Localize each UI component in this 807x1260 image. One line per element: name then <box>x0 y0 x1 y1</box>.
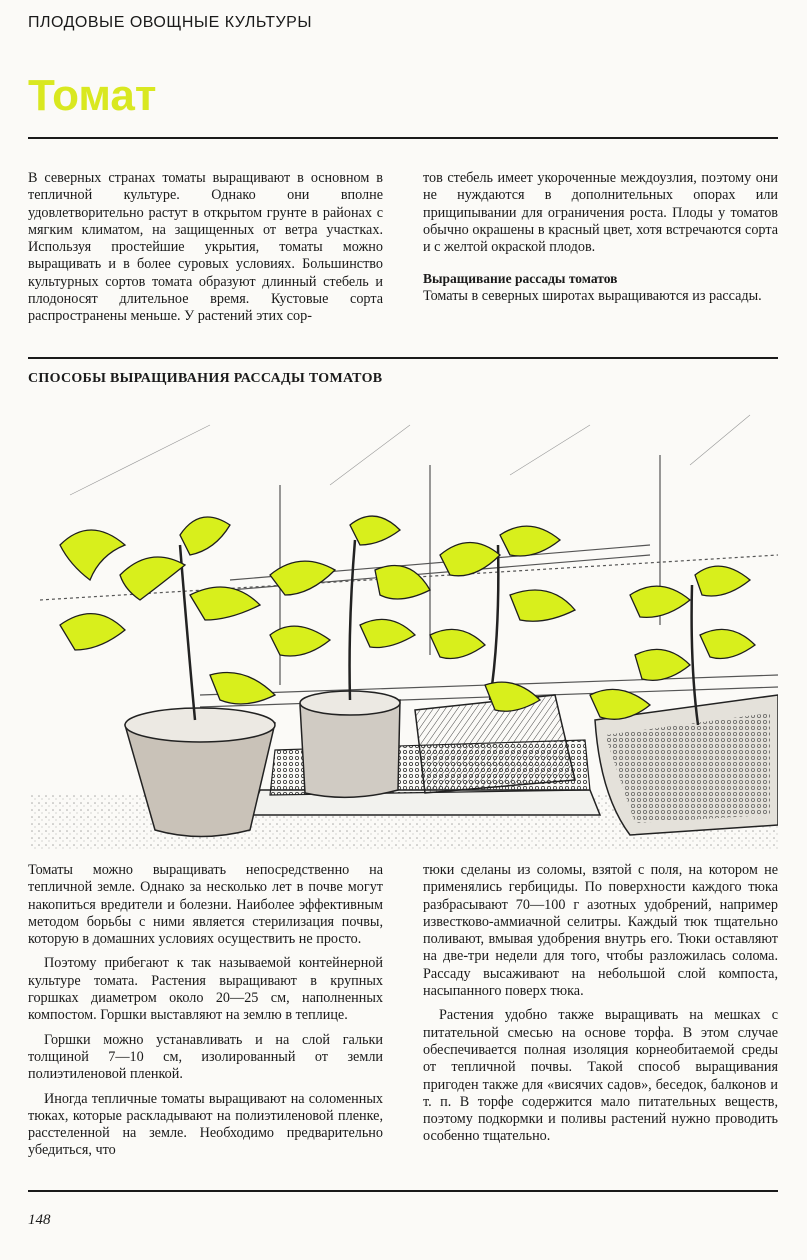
page-number: 148 <box>28 1212 51 1228</box>
body-paragraph: тюки сделаны из соломы, взятой с поля, на котором не применялись гербициды. По поверхности каждого тюка разбрасывают 70—100 г азотных удобрений, например известково-аммиачной селитры. Каждый тюк тщательно поливают, вмывая удобрения внутрь его. Тюки оставляют на две-три недели для того, чтобы разложилась солома. Рассаду высаживают на небольшой слой компоста, насыпанного поверх тюка. <box>423 862 778 1000</box>
body-paragraph: Иногда тепличные томаты выращивают на соломенных тюках, которые раскладывают на полиэтиленовой пленке, расстеленной на земле. Необходимо предварительно убедиться, что <box>28 1090 383 1159</box>
intro-left-column <box>28 170 383 326</box>
body-left-column <box>28 862 383 1160</box>
body-paragraph: Горшки можно устанавливать и на слой гальки толщиной 7—10 см, изолированный от земли полиэтиленовой пленкой. <box>28 1031 383 1083</box>
figure-rule <box>28 357 778 359</box>
page-title: Томат <box>28 71 157 120</box>
body-right-column <box>423 862 778 1146</box>
title-rule <box>28 137 778 139</box>
footer-rule <box>28 1190 778 1192</box>
intro-right-column <box>423 170 778 305</box>
body-paragraph: Растения удобно также выращивать на мешках с питательной смесью на основе торфа. В этом случае обеспечивается полная изоляция корнеобитаемой среды от тепличной почвы. Такой способ выращивания пригоден также для «висячих садов», беседок, балконов и т. п. В торфе содержится мало питательных веществ, поэтому подкормки и поливы растений нужно проводить особенно тщательно. <box>423 1007 778 1145</box>
tomato-seedlings-illustration <box>30 395 778 850</box>
intro-paragraph: В северных странах томаты выращивают в основном в тепличной культуре. Однако они вполне удовлетворительно растут в открытом грунте в районах с мягким климатом, на защищенных от ветра участках. Используя простейшие укрытия, томаты можно выращивать и в более суровых условиях. Большинство культурных сортов томата образуют длинный стебель и плодоносят длительное время. Кустовые сорта распространены меньше. У растений этих сор- <box>28 170 383 325</box>
body-paragraph: Томаты можно выращивать непосредственно на тепличной земле. Однако за несколько лет в почве могут накопиться вредители и болезни. Наиболее эффективным методом борьбы с ними является стерилизация почвы, которую в домашних условиях осуществить не просто. <box>28 862 383 948</box>
intro-paragraph: Томаты в северных широтах выращиваются из рассады. <box>423 287 762 304</box>
figure-title: СПОСОБЫ ВЫРАЩИВАНИЯ РАССАДЫ ТОМАТОВ <box>28 371 383 386</box>
section-label: ПЛОДОВЫЕ ОВОЩНЫЕ КУЛЬТУРЫ <box>28 14 312 31</box>
subheading: Выращивание рассады томатов <box>423 271 618 287</box>
intro-paragraph: тов стебель имеет укороченные междоузлия, поэтому они не нуждаются в дополнительных опорах или прищипывании для ограничения роста. Плоды у томатов обычно окрашены в красный цвет, хотя встречаются сорта и с желтой окраской плодов. <box>423 170 778 256</box>
body-paragraph: Поэтому прибегают к так называемой контейнерной культуре томата. Растения выращивают в крупных горшках диаметром около 20—25 см, наполненных компостом. Горшки выставляют на землю в теплице. <box>28 955 383 1024</box>
